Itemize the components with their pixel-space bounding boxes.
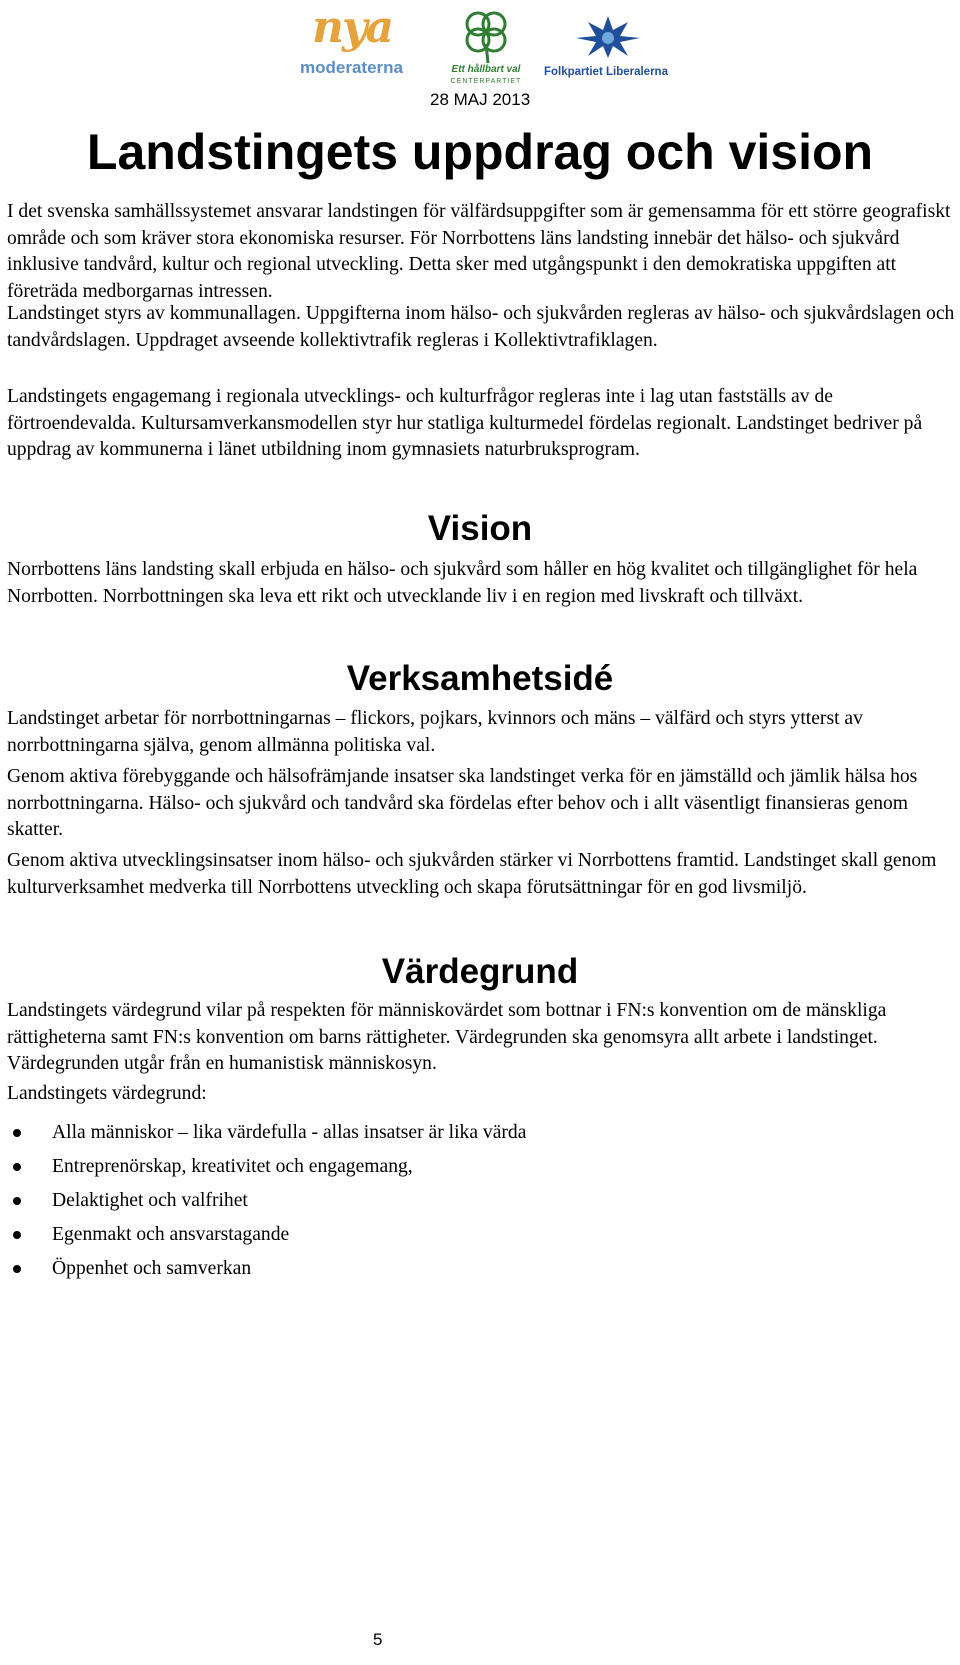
intro-paragraph-3: Landstingets engagemang i regionala utvecklings- och kulturfrågor regleras inte i lag utan fastställs av de förtroendevalda. Kultursamverkansmodellen styr hur statliga kulturmedel fördelas regionalt. Landstinget bedriver på uppdrag av kommunerna i länet utbildning inom gymnasiets naturbruksprogram. — [7, 386, 923, 460]
intro-paragraph-1: I det svenska samhällssystemet ansvarar landstingen för välfärdsuppgifter som är gemensamma för ett större geografiskt område och som kräver stora ekonomiska resurser. För Norrbottens läns landsting innebär det hälso- och sjukvård inklusive tandvård, kultur och regional utveckling. Detta sker med utgångspunkt i den demokratiska uppgiften att företräda medborgarnas intressen. — [7, 201, 951, 302]
cornflower-icon — [572, 14, 644, 60]
moderaterna-logo — [298, 2, 424, 82]
list-item — [0, 1184, 526, 1218]
page-title: Landstingets uppdrag och vision — [86, 124, 874, 180]
party-logos — [298, 2, 678, 88]
bullet-icon — [13, 1231, 21, 1239]
moderaterna-logo-name: moderaterna — [300, 58, 403, 77]
list-item-text: Delaktighet och valfrihet — [52, 1190, 248, 1211]
header-date: 28 MAJ 2013 — [430, 90, 531, 109]
list-item — [0, 1218, 526, 1252]
bullet-icon — [13, 1197, 21, 1205]
four-leaf-clover-icon — [458, 8, 514, 64]
folkpartiet-logo — [544, 8, 678, 92]
vardegrund-heading: Värdegrund — [381, 952, 579, 991]
vardegrund-list-intro: Landstingets värdegrund: — [7, 1083, 207, 1104]
verksamhetside-paragraph-2: Genom aktiva förebyggande och hälsofrämjande insatser ska landstinget verka för en jämställd och jämlik hälsa hos norrbottningarna. Hälso- och sjukvård och tandvård ska fördelas efter behov och i allt väsentligt finansieras genom skatter. — [7, 766, 918, 840]
list-item — [0, 1150, 526, 1184]
vision-paragraph: Norrbottens läns landsting skall erbjuda en hälso- och sjukvård som håller en hög kvalitet och tillgänglighet för hela Norrbotten. Norrbottningen ska leva ett rikt och utvecklande liv i en region med livskraft och tillväxt. — [7, 559, 918, 607]
verksamhetside-paragraph-3: Genom aktiva utvecklingsinsatser inom hälso- och sjukvården stärker vi Norrbottens framtid. Landstinget skall genom kulturverksamhet medverka till Norrbottens utveckling och skapa förutsättningar för en god livsmiljö. — [7, 850, 937, 898]
vardegrund-list — [0, 1116, 526, 1286]
centerpartiet-logo-slogan: Ett hållbart val — [451, 64, 521, 75]
bullet-icon — [13, 1129, 21, 1137]
vision-heading: Vision — [427, 509, 533, 548]
verksamhetside-heading: Verksamhetsidé — [346, 659, 614, 698]
bullet-icon — [13, 1265, 21, 1273]
centerpartiet-logo-name: CENTERPARTIET — [450, 78, 522, 85]
list-item — [0, 1116, 526, 1150]
list-item-text: Egenmakt och ansvarstagande — [52, 1224, 290, 1245]
vardegrund-paragraph: Landstingets värdegrund vilar på respekten för människovärdet som bottnar i FN:s konvention om de mänskliga rättigheterna samt FN:s konvention om barns rättigheter. Värdegrunden ska genomsyra allt arbete i landstinget. Värdegrunden utgår från en humanistisk människosyn. — [7, 1000, 887, 1074]
moderaterna-logo-nya: nya — [312, 2, 393, 53]
centerpartiet-logo — [436, 8, 532, 92]
list-item-text: Öppenhet och samverkan — [52, 1258, 252, 1279]
intro-paragraph-2: Landstinget styrs av kommunallagen. Uppgifterna inom hälso- och sjukvården regleras av hälso- och sjukvårdslagen och tandvårdslagen. Uppdraget avseende kollektivtrafik regleras i Kollektivtrafiklagen. — [7, 303, 955, 351]
folkpartiet-logo-name: Folkpartiet Liberalerna — [544, 66, 668, 78]
list-item-text: Entreprenörskap, kreativitet och engagemang, — [52, 1156, 413, 1177]
list-item-text: Alla människor – lika värdefulla - allas insatser är lika värda — [52, 1122, 527, 1143]
list-item — [0, 1252, 526, 1286]
page-number: 5 — [373, 1630, 383, 1649]
verksamhetside-paragraph-1: Landstinget arbetar för norrbottningarnas – flickors, pojkars, kvinnors och mäns – välfärd och styrs ytterst av norrbottningarna själva, genom allmänna politiska val. — [7, 708, 863, 756]
bullet-icon — [13, 1163, 21, 1171]
